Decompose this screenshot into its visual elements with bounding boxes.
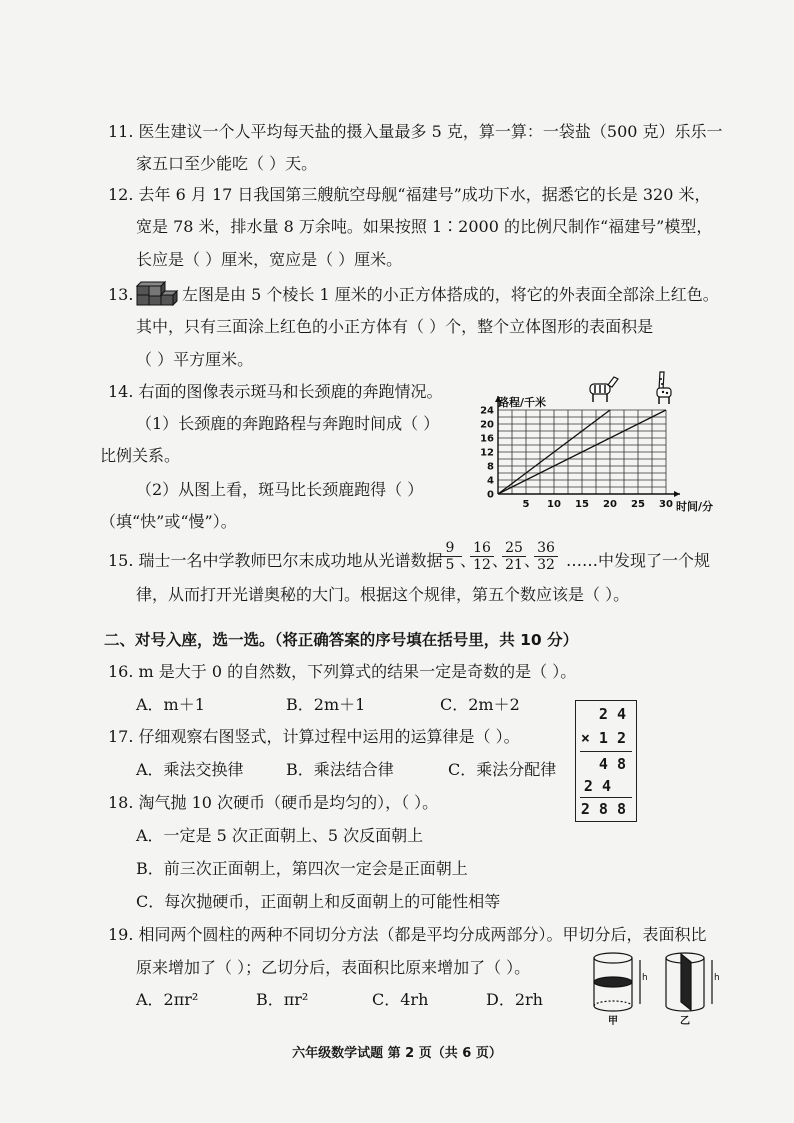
label-jia: 甲 [608,1016,618,1027]
cylinder-jia [594,953,640,1011]
x-tick-label: 20 [603,499,617,510]
x-tick-label: 5 [522,499,530,510]
q19-line2: 原来增加了（ ）；乙切分后，表面积比原来增加了（ ）。 [136,958,531,977]
y-tick-label: 12 [480,447,494,459]
q17-option-c: C．乘法分配律 [448,760,557,779]
q14-sub1-line1: （1）长颈鹿的奔跑路程与奔跑时间成（ ） [136,414,440,433]
x-axis-label: 时间/分 [676,500,714,513]
fraction-numerator: 25 [502,540,526,557]
q19-option-c: C．4rh [372,990,429,1009]
height-label-jia: h [642,973,648,983]
q19-option-d: D．2rh [486,990,543,1009]
q11-line2: 家五口至少能吃（ ）天。 [136,154,318,173]
x-tick-label: 15 [575,499,589,510]
label-yi: 乙 [680,1016,690,1027]
q14-sub1-line2: 比例关系。 [100,446,181,465]
q19-option-a: A．2πr² [136,990,199,1009]
q16-option-b: B．2m＋1 [286,695,366,714]
q15-line1-start: 15. 瑞士一名中学教师巴尔末成功地从光谱数据 [108,551,443,570]
calc-product: 2 8 8 [580,800,626,818]
x-tick-label: 25 [631,499,645,510]
cubes-figure [134,280,180,306]
y-axis-label: 路程/千米 [498,396,547,409]
q16-option-a: A．m＋1 [136,695,205,714]
q18-stem: 18. 淘气抛 10 次硬币（硬币是均匀的），（ ）。 [108,793,439,812]
calc-multiplicand: 2 4 [598,705,626,723]
fraction-numerator: 16 [470,540,494,557]
calc-partial-2: 2 4 [583,777,611,795]
q15-line1-end: ……中发现了一个规 [566,551,711,570]
cylinder-figures [590,948,730,1028]
fraction-denominator: 5 [445,557,455,573]
y-tick-label: 24 [480,405,494,417]
zebra-icon [590,377,618,402]
fraction-separator: 、 [460,551,477,570]
q11-line1: 11. 医生建议一个人平均每天盐的摄入量最多 5 克，算一算：一袋盐（500 克）乐乐一 [108,122,723,141]
q12-line2: 宽是 78 米，排水量 8 万余吨。如果按照 1∶2000 的比例尺制作“福建号”模型， [136,217,713,236]
fraction-2 [470,540,494,573]
q13-line2: 其中，只有三面涂上红色的小正方体有（ ）个，整个立体图形的表面积是 [136,317,654,336]
q17-stem: 17. 仔细观察右图竖式，计算过程中运用的运算律是（ ）。 [108,727,520,746]
fraction-denominator: 32 [537,557,555,573]
y-tick-label: 8 [487,461,494,473]
y-tick-label: 20 [480,419,494,431]
q17-option-b: B．乘法结合律 [286,760,394,779]
q16-stem: 16. m 是大于 0 的自然数，下列算式的结果一定是奇数的是（ ）。 [108,662,577,681]
q18-option-b: B．前三次正面朝上，第四次一定会是正面朝上 [136,859,468,878]
q16-option-c: C．2m＋2 [440,695,520,714]
fraction-1 [438,540,462,573]
q12-line3: 长应是（ ）厘米，宽应是（ ）厘米。 [136,250,403,269]
calc-rule-2 [580,797,632,798]
q17-option-a: A．乘法交换律 [136,760,244,779]
q19-line1: 19. 相同两个圆柱的两种不同切分方法（都是平均分成两部分）。甲切分后，表面积比 [108,925,707,944]
fraction-numerator: 9 [438,540,462,557]
q12-line1: 12. 去年 6 月 17 日我国第三艘航空母舰“福建号”成功下水，据悉它的长是 320 米， [108,185,711,204]
page-footer: 六年级数学试题 第 2 页（共 6 页） [292,1046,502,1061]
height-label-yi: h [714,973,720,983]
q13-number: 13. [108,285,134,304]
cylinder-yi [666,953,712,1011]
q14-line1: 14. 右面的图像表示斑马和长颈鹿的奔跑情况。 [108,382,443,401]
y-tick-label: 0 [487,489,494,501]
x-tick-label: 10 [547,499,561,510]
q15-line2: 律，从而打开光谱奥秘的大门。根据这个规律，第五个数应该是（ ）。 [136,585,630,604]
giraffe-icon [657,372,671,404]
q18-option-a: A．一定是 5 次正面朝上、5 次反面朝上 [136,826,424,845]
fraction-separator: 、 [524,551,541,570]
y-tick-label: 4 [487,475,494,487]
section-2-heading: 二、对号入座，选一选。（将正确答案的序号填在括号里，共 10 分） [104,631,579,649]
fraction-3 [502,540,526,573]
x-axis-arrow [674,491,680,497]
calc-rule-1 [580,751,632,752]
q14-sub2-line1: （2）从图上看，斑马比长颈鹿跑得（ ） [136,480,424,499]
q18-option-c: C．每次抛硬币，正面朝上和反面朝上的可能性相等 [136,892,501,911]
calc-partial-1: 4 8 [598,755,626,773]
calc-multiplier: × 1 2 [580,729,626,747]
y-tick-label: 16 [480,433,494,445]
q14-sub2-line2: （填“快”或“慢”）。 [100,512,237,531]
fraction-numerator: 36 [534,540,558,557]
fraction-separator: 、 [492,551,509,570]
fraction-denominator: 21 [505,557,523,573]
q19-option-b: B．πr² [256,990,309,1009]
vertical-calculation [575,700,637,822]
run-chart [470,368,730,518]
q13-line1: 左图是由 5 个棱长 1 厘米的小正方体搭成的，将它的外表面全部涂上红色。 [182,285,719,304]
fraction-denominator: 12 [473,557,491,573]
x-tick-label: 30 [659,499,673,510]
fraction-4 [534,540,558,573]
q13-line3: （ ）平方厘米。 [136,350,254,369]
